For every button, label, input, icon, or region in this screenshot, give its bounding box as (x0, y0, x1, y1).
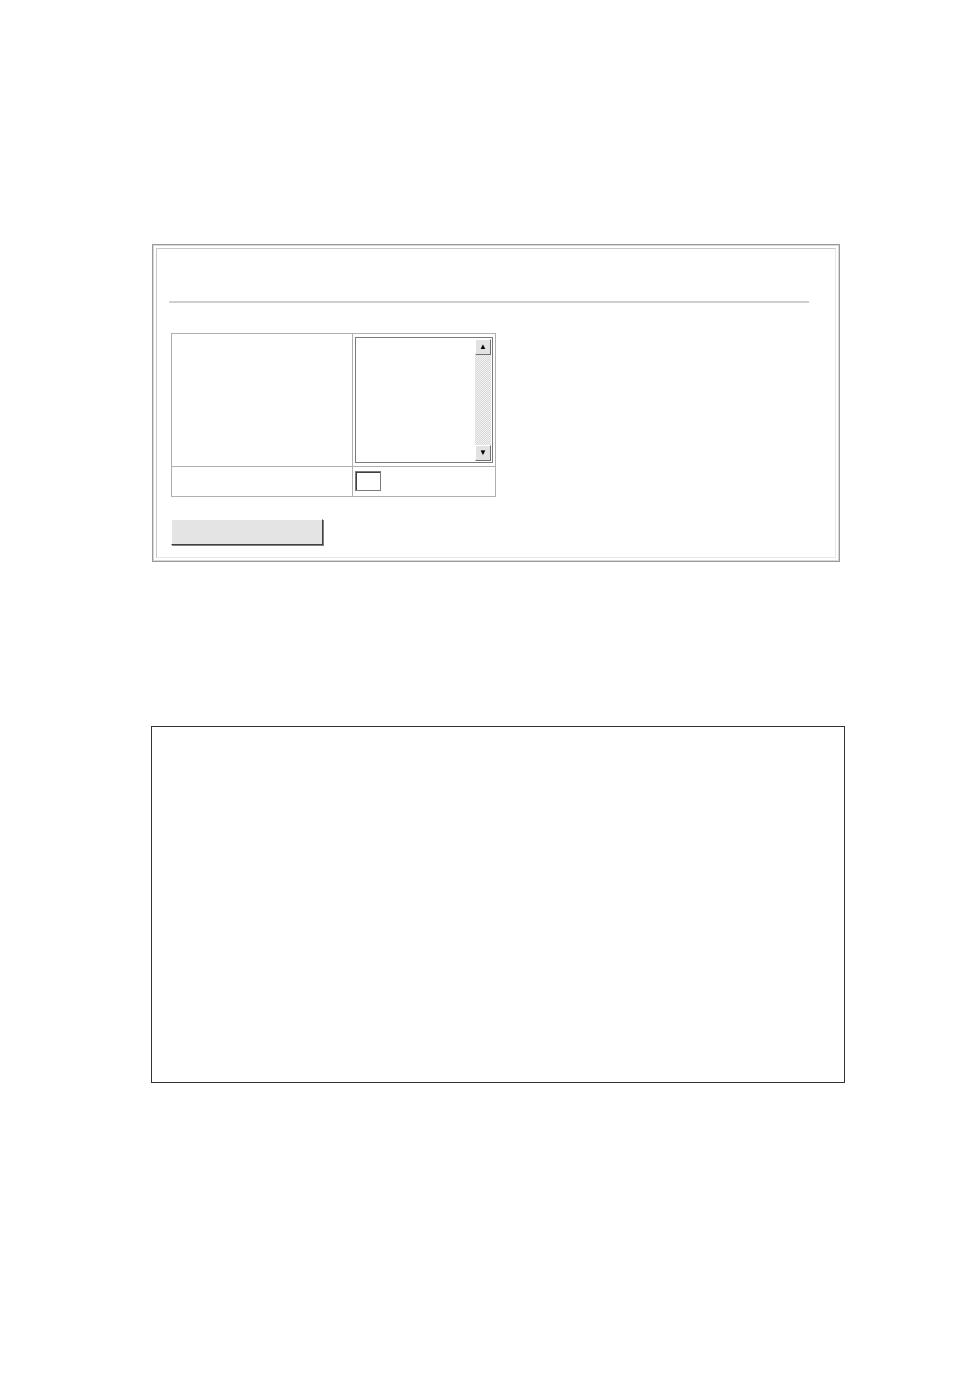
dscp-list-cell (353, 334, 496, 467)
cos-value-input[interactable] (355, 471, 381, 491)
ip-dscp-priority-screenshot (152, 244, 840, 562)
title-divider (169, 301, 809, 303)
restore-default-button[interactable] (171, 519, 323, 545)
scroll-up-icon[interactable]: ▲ (475, 339, 491, 355)
figure-frame (156, 248, 836, 558)
dscp-table-label (172, 334, 353, 467)
listbox-scrollbar[interactable] (475, 339, 491, 461)
cos-input-cell (353, 466, 496, 496)
dscp-form-table (171, 333, 496, 497)
cli-example-box (151, 726, 845, 1083)
dscp-priority-listbox[interactable] (355, 337, 493, 463)
scroll-down-icon[interactable]: ▼ (475, 445, 491, 461)
cos-value-label (172, 466, 353, 496)
